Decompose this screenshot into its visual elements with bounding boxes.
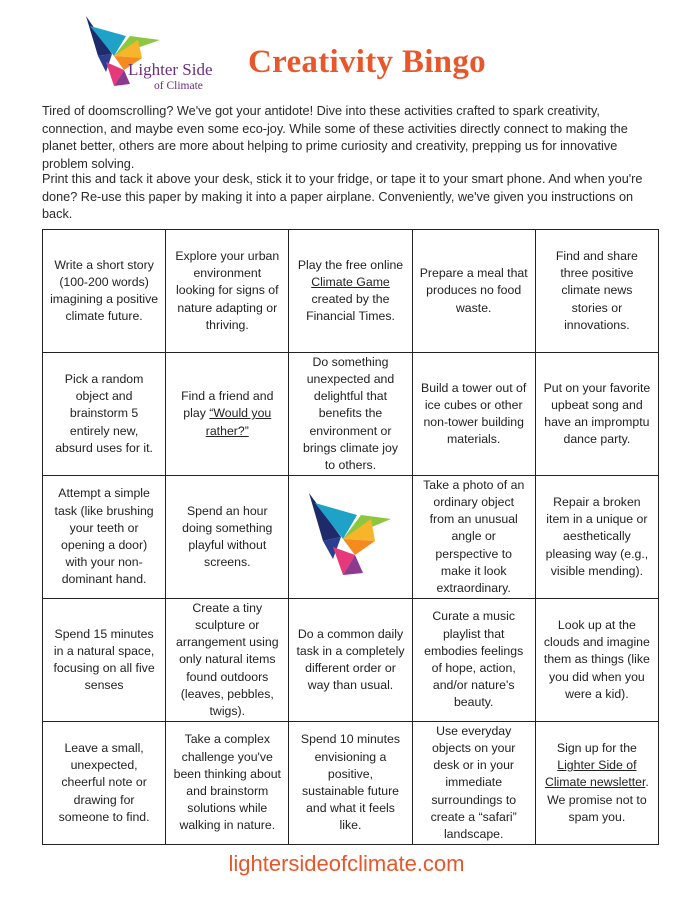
bingo-cell <box>43 722 166 845</box>
lighter-side-of-climate-logo[interactable] <box>84 14 229 96</box>
bingo-cell-link[interactable]: Climate Game <box>311 274 390 289</box>
bingo-cell-text-part: Find a friend and play <box>181 389 274 421</box>
bingo-cell-text-part: Create a tiny sculpture or arrangement using only natural items found outdoors (leaves, pebbles, twigs). <box>176 600 279 719</box>
bingo-cell-text <box>50 371 158 457</box>
bingo-cell-text-part: Attempt a simple task (like brushing your teeth or opening a door) with your non-dominant hand. <box>54 486 154 587</box>
bingo-cell-text-part: Find and share three positive climate news stories or innovations. <box>555 248 638 332</box>
bingo-cell <box>289 722 412 845</box>
bingo-cell <box>166 476 289 599</box>
bingo-cell <box>43 353 166 476</box>
bingo-cell <box>413 722 536 845</box>
bingo-cell-text-part: Write a short story (100-200 words) imagining a positive climate future. <box>50 257 159 324</box>
hummingbird-logo-icon <box>84 14 164 94</box>
bingo-cell-text-part: Take a complex challenge you've been thinking about and brainstorm solutions while walking in nature. <box>173 732 281 833</box>
bingo-cell-text <box>296 731 404 834</box>
website-footer[interactable]: lightersideofclimate.com <box>228 851 465 876</box>
bingo-cell-text-part: Spend 15 minutes in a natural space, focusing on all five senses <box>53 626 155 693</box>
bingo-cell-text <box>173 503 281 572</box>
bingo-cell <box>43 599 166 722</box>
bingo-cell <box>413 599 536 722</box>
bingo-cell-text <box>50 740 158 826</box>
hummingbird-icon <box>307 489 393 585</box>
bingo-cell <box>536 722 659 845</box>
header <box>0 0 693 100</box>
bingo-cell-text <box>543 617 651 703</box>
bingo-cell-text <box>543 740 651 826</box>
bingo-grid <box>42 229 659 845</box>
bingo-cell <box>166 722 289 845</box>
bingo-cell-text <box>173 731 281 834</box>
bingo-cell-text-part: created by the Financial Times. <box>306 292 395 324</box>
bingo-cell <box>289 353 412 476</box>
bingo-cell-text-part: Use everyday objects on your desk or in your immediate surroundings to create a “safari” landscape. <box>430 723 517 842</box>
bingo-cell <box>413 230 536 353</box>
bingo-cell <box>289 230 412 353</box>
bingo-cell-text-part: Explore your urban environment looking for signs of nature adapting or thriving. <box>175 248 280 332</box>
bingo-cell-text <box>296 354 404 474</box>
bingo-cell-text <box>50 485 158 588</box>
bingo-cell-text <box>173 388 281 440</box>
bingo-cell <box>413 353 536 476</box>
bingo-cell-text <box>420 265 528 317</box>
bingo-cell-text-part: Take a photo of an ordinary object from an unusual angle or perspective to make it look extraordinary. <box>423 477 525 596</box>
bingo-cell <box>536 476 659 599</box>
bingo-cell-text-part: Prepare a meal that produces no food waste. <box>419 266 528 315</box>
bingo-cell-text <box>420 477 528 597</box>
page-title: Creativity Bingo <box>248 44 486 80</box>
bingo-cell-text <box>543 380 651 449</box>
bingo-cell-text <box>543 494 651 580</box>
free-space <box>289 476 412 599</box>
bingo-cell-text <box>420 723 528 843</box>
bingo-cell-text <box>543 248 651 334</box>
logo-text-line2: of Climate <box>154 80 203 92</box>
bingo-cell-text-part: Pick a random object and brainstorm 5 entirely new, absurd uses for it. <box>55 371 153 455</box>
bingo-cell-text-part: Leave a small, unexpected, cheerful note or drawing for someone to find. <box>58 740 150 824</box>
bingo-cell-text-part: Curate a music playlist that embodies feelings of hope, action, and/or nature's beauty. <box>424 609 524 710</box>
bingo-cell <box>166 353 289 476</box>
intro-paragraph: Tired of doomscrolling? We've got your antidote! Dive into these activities crafted to spark creativity, connection, and maybe even some eco-joy. While some of these activities directly connect to making the planet better, others are more about helping to prime curiosity and creativity, prepping us for innovative problem solving. <box>42 104 628 171</box>
usage-paragraph: Print this and tack it above your desk, stick it to your fridge, or tape it to your smart phone. And when you're done? Re-use this paper by making it into a paper airplane. Conveniently, we've given you instructions on back. <box>42 172 643 221</box>
bingo-cell-text <box>296 257 404 326</box>
bingo-cell-text <box>50 257 158 326</box>
bingo-cell-text <box>50 626 158 695</box>
bingo-cell-text-part: Sign up for the <box>556 740 637 755</box>
bingo-cell-text-part: Do something unexpected and delightful that benefits the environment or brings climate joy to others. <box>302 354 398 473</box>
bingo-cell-text <box>296 626 404 695</box>
bingo-cell-text-part: Repair a broken item in a unique or aesthetically pleasing way (e.g., visible mending). <box>545 494 649 578</box>
bingo-cell-text <box>173 600 281 720</box>
bingo-cell-text-part: Look up at the clouds and imagine them as things (like you did when you were a kid). <box>543 617 650 701</box>
bingo-cell-link[interactable]: Lighter Side of Climate newsletter <box>544 758 646 790</box>
bingo-cell-text <box>420 380 528 449</box>
bingo-cell <box>536 230 659 353</box>
bingo-cell-text-part: Play the free online <box>297 257 404 272</box>
bingo-cell-text-part: Put on your favorite upbeat song and have an impromptu dance party. <box>543 380 651 447</box>
bingo-cell <box>43 230 166 353</box>
bingo-cell-text-part: Build a tower out of ice cubes or other non-tower building materials. <box>421 380 527 447</box>
bingo-cell-text-part: . We promise not to spam you. <box>547 775 649 824</box>
bingo-cell <box>536 353 659 476</box>
bingo-cell <box>536 599 659 722</box>
bingo-cell-text <box>420 608 528 711</box>
bingo-cell-link[interactable]: “Would you rather?” <box>205 406 272 438</box>
bingo-cell-text-part: Spend 10 minutes envisioning a positive, sustainable future and what it feels like. <box>300 732 401 833</box>
bingo-cell <box>43 476 166 599</box>
logo-text-line1: Lighter Side <box>128 60 213 79</box>
bingo-cell <box>166 599 289 722</box>
bingo-cell-text-part: Spend an hour doing something playful without screens. <box>182 503 273 570</box>
bingo-cell <box>413 476 536 599</box>
bingo-cell <box>289 599 412 722</box>
bingo-cell-text <box>173 248 281 334</box>
bingo-cell <box>166 230 289 353</box>
bingo-cell-text-part: Do a common daily task in a completely different order or way than usual. <box>296 626 405 693</box>
